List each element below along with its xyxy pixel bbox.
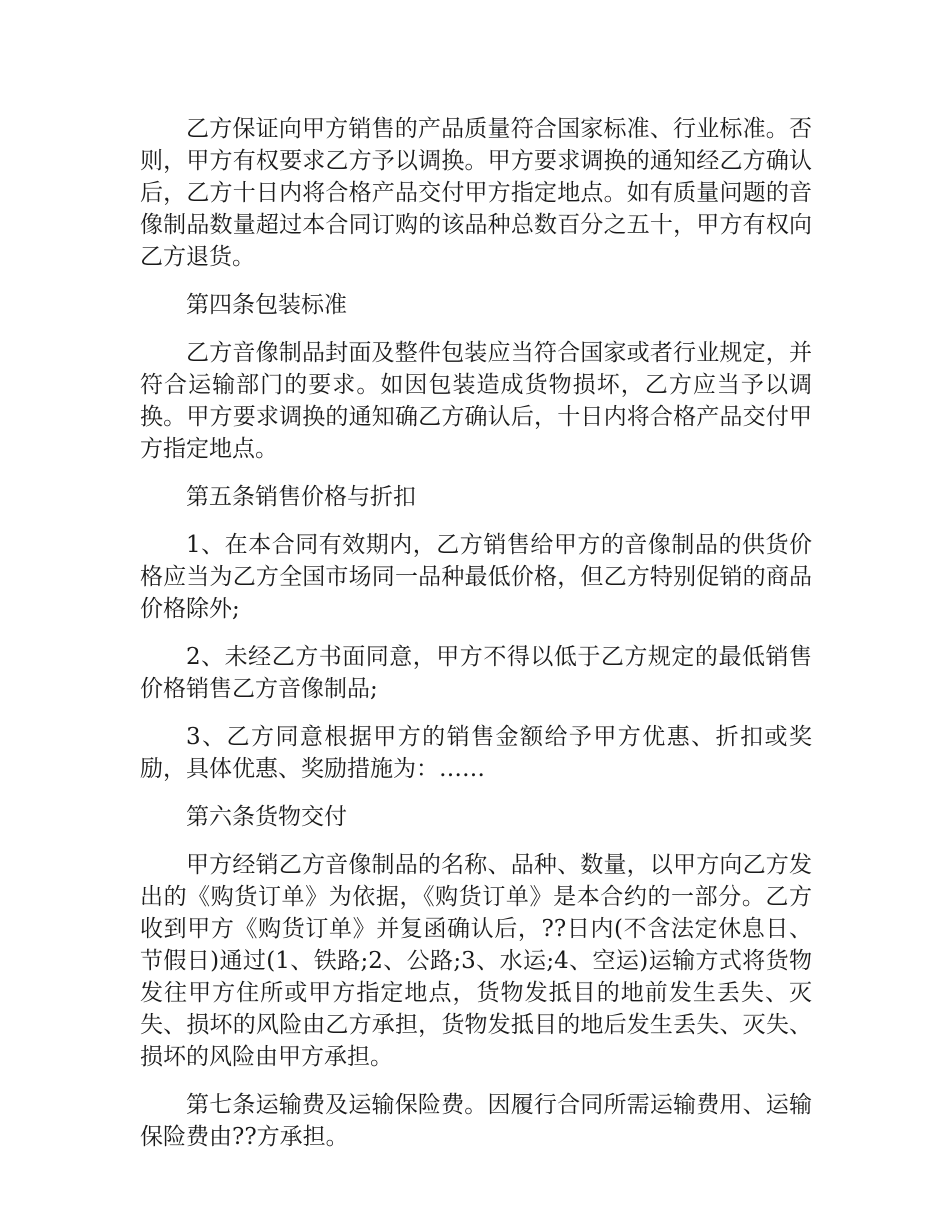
heading-article-5: 第五条销售价格与折扣: [186, 484, 416, 510]
document-page: [140, 113, 812, 1169]
paragraph-packaging: 乙方音像制品封面及整件包装应当符合国家或者行业规定，并符合运输部门的要求。如因包装造成货物损坏，乙方应当予以调换。甲方要求调换的通知确乙方确认后，十日内将合格产品交付甲方指定地点。: [140, 340, 812, 462]
paragraph-price-item-1: 1、在本合同有效期内，乙方销售给甲方的音像制品的供货价格应当为乙方全国市场同一品种最低价格，但乙方特别促销的商品价格除外;: [140, 532, 812, 622]
paragraph-delivery: 甲方经销乙方音像制品的名称、品种、数量，以甲方向乙方发出的《购货订单》为依据，《购货订单》是本合约的一部分。乙方收到甲方《购货订单》并复函确认后，??日内(不含法定休息日、节假日)通过(1、铁路;2、公路;3、水运;4、空运)运输方式将货物发往甲方住所或甲方指定地点，货物发抵目的地前发生丢失、灭失、损坏的风险由乙方承担，货物发抵目的地后发生丢失、灭失、损坏的风险由甲方承担。: [140, 852, 812, 1070]
heading-article-4: 第四条包装标准: [186, 292, 347, 318]
paragraph-quality-guarantee: 乙方保证向甲方销售的产品质量符合国家标准、行业标准。否则，甲方有权要求乙方予以调换。甲方要求调换的通知经乙方确认后，乙方十日内将合格产品交付甲方指定地点。如有质量问题的音像制品数量超过本合同订购的该品种总数百分之五十，甲方有权向乙方退货。: [140, 116, 812, 270]
paragraph-price-item-3: 3、乙方同意根据甲方的销售金额给予甲方优惠、折扣或奖励，具体优惠、奖励措施为：……: [140, 724, 812, 782]
paragraph-article-7: 第七条运输费及运输保险费。因履行合同所需运输费用、运输保险费由??方承担。: [140, 1092, 812, 1150]
paragraph-price-item-2: 2、未经乙方书面同意，甲方不得以低于乙方规定的最低销售价格销售乙方音像制品;: [140, 644, 812, 702]
heading-article-6: 第六条货物交付: [186, 804, 347, 830]
